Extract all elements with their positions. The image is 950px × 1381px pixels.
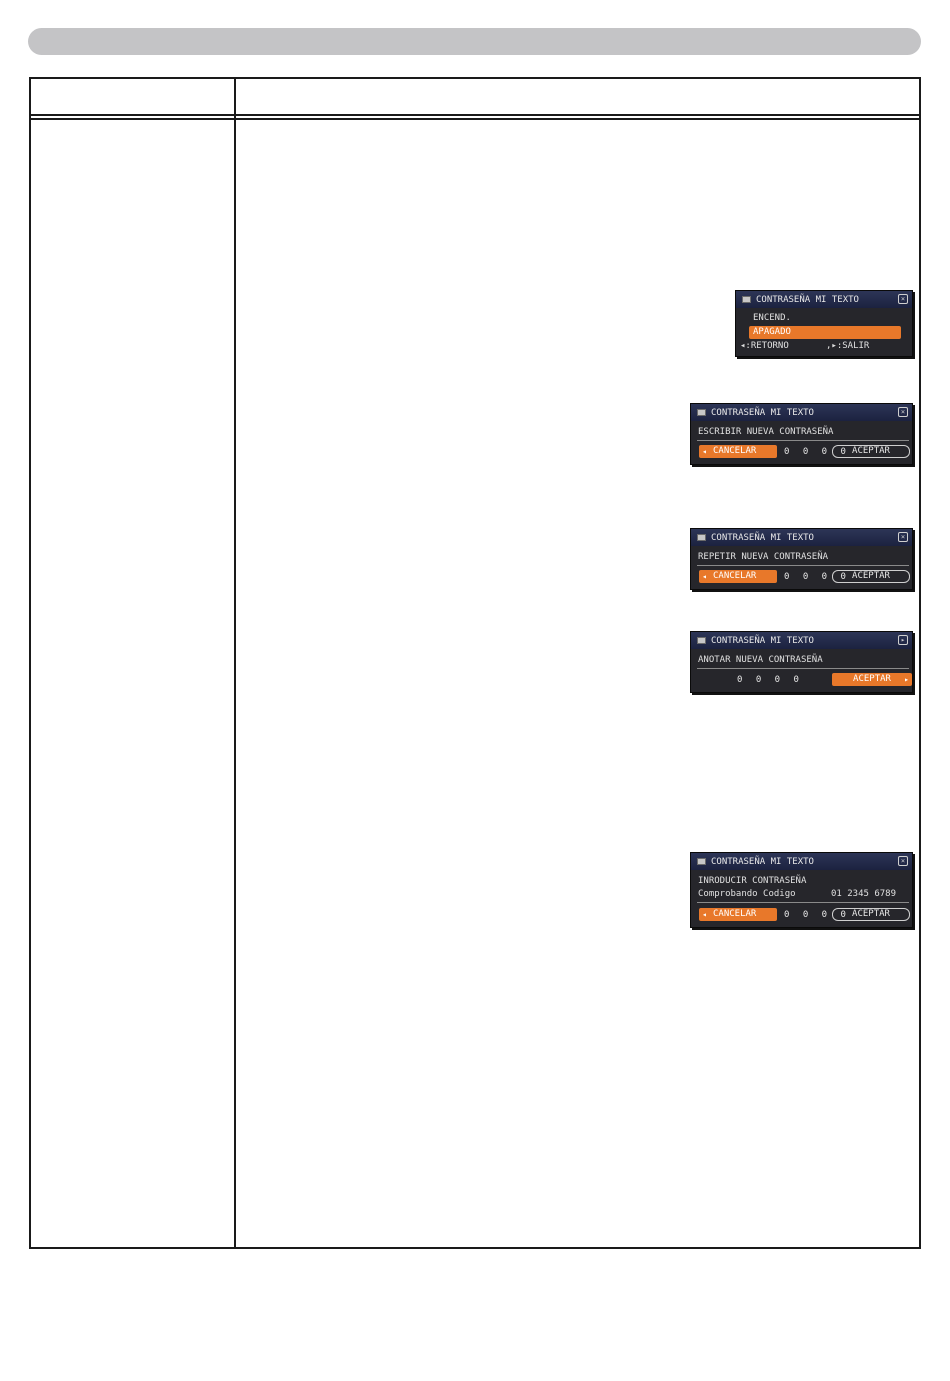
accept-button[interactable]: ACEPTAR [832, 908, 910, 921]
accept-label: ACEPTAR [853, 674, 891, 684]
accept-button[interactable]: ACEPTAR [832, 445, 910, 458]
arrow-right-icon: ,▸ [826, 341, 837, 351]
exit-icon[interactable]: × [898, 532, 908, 542]
dialog-repeat-new [690, 528, 913, 590]
footer-return[interactable] [740, 341, 789, 351]
exit-icon[interactable]: × [898, 407, 908, 417]
dialog-title-bar [691, 529, 912, 546]
check-code-value: 01 2345 6789 [831, 889, 897, 899]
exit-icon[interactable]: × [898, 856, 908, 866]
dialog-input-password [690, 852, 913, 928]
accept-button[interactable] [832, 673, 912, 686]
exit-icon[interactable]: × [898, 294, 908, 304]
menu-icon [697, 409, 706, 416]
cancel-label: CANCELAR [713, 571, 757, 581]
option-off[interactable]: APAGADO [749, 326, 901, 339]
dialog-prompt: INRODUCIR CONTRASEÑA [698, 876, 807, 886]
check-code-label: Comprobando Codigo [698, 889, 796, 899]
arrow-left-icon: ◂ [702, 910, 707, 919]
dialog-title: CONTRASEÑA MI TEXTO [756, 294, 859, 305]
cancel-button[interactable] [699, 908, 777, 921]
cancel-button[interactable] [699, 570, 777, 583]
dialog-enter-new [690, 403, 913, 465]
dialog-prompt: ANOTAR NUEVA CONTRASEÑA [698, 655, 823, 665]
dialog-title-bar [691, 404, 912, 421]
code-digits: 0 0 0 0 [737, 675, 803, 685]
table-column-divider [234, 79, 236, 1247]
footer-exit-label: :SALIR [836, 341, 870, 351]
separator [697, 902, 909, 903]
code-digits[interactable]: 0 0 0 0 [784, 572, 850, 582]
separator [697, 440, 909, 441]
option-on[interactable]: ENCEND. [753, 313, 791, 323]
arrow-left-icon: ◂ [740, 341, 746, 351]
separator [697, 668, 909, 669]
cancel-button[interactable] [699, 445, 777, 458]
dialog-title: CONTRASEÑA MI TEXTO [711, 407, 814, 418]
dialog-title: CONTRASEÑA MI TEXTO [711, 635, 814, 646]
dialog-prompt: REPETIR NUEVA CONTRASEÑA [698, 552, 829, 562]
header-bar [28, 28, 921, 55]
arrow-left-icon: ◂ [702, 572, 707, 581]
footer-exit[interactable] [826, 341, 869, 351]
dialog-title: CONTRASEÑA MI TEXTO [711, 532, 814, 543]
menu-icon [697, 858, 706, 865]
menu-icon [697, 534, 706, 541]
code-digits[interactable]: 0 0 0 0 [784, 447, 850, 457]
dialog-prompt: ESCRIBIR NUEVA CONTRASEÑA [698, 427, 834, 437]
footer-return-label: :RETORNO [745, 341, 789, 351]
cancel-label: CANCELAR [713, 446, 757, 456]
dialog-title: CONTRASEÑA MI TEXTO [711, 856, 814, 867]
dialog-note-new [690, 631, 913, 693]
code-digits[interactable]: 0 0 0 0 [784, 910, 850, 920]
arrow-right-icon: ▸ [904, 675, 909, 684]
table-header-rule-double [31, 118, 919, 120]
menu-icon [742, 296, 751, 303]
accept-button[interactable]: ACEPTAR [832, 570, 910, 583]
dialog-title-bar [691, 632, 912, 649]
cancel-label: CANCELAR [713, 909, 757, 919]
exit-icon[interactable]: ▸ [898, 635, 908, 645]
menu-icon [697, 637, 706, 644]
table-header-rule [31, 114, 919, 116]
arrow-left-icon: ◂ [702, 447, 707, 456]
dialog-title-bar [691, 853, 912, 870]
dialog-title-bar [736, 291, 912, 308]
separator [697, 565, 909, 566]
dialog-onoff [735, 290, 913, 357]
